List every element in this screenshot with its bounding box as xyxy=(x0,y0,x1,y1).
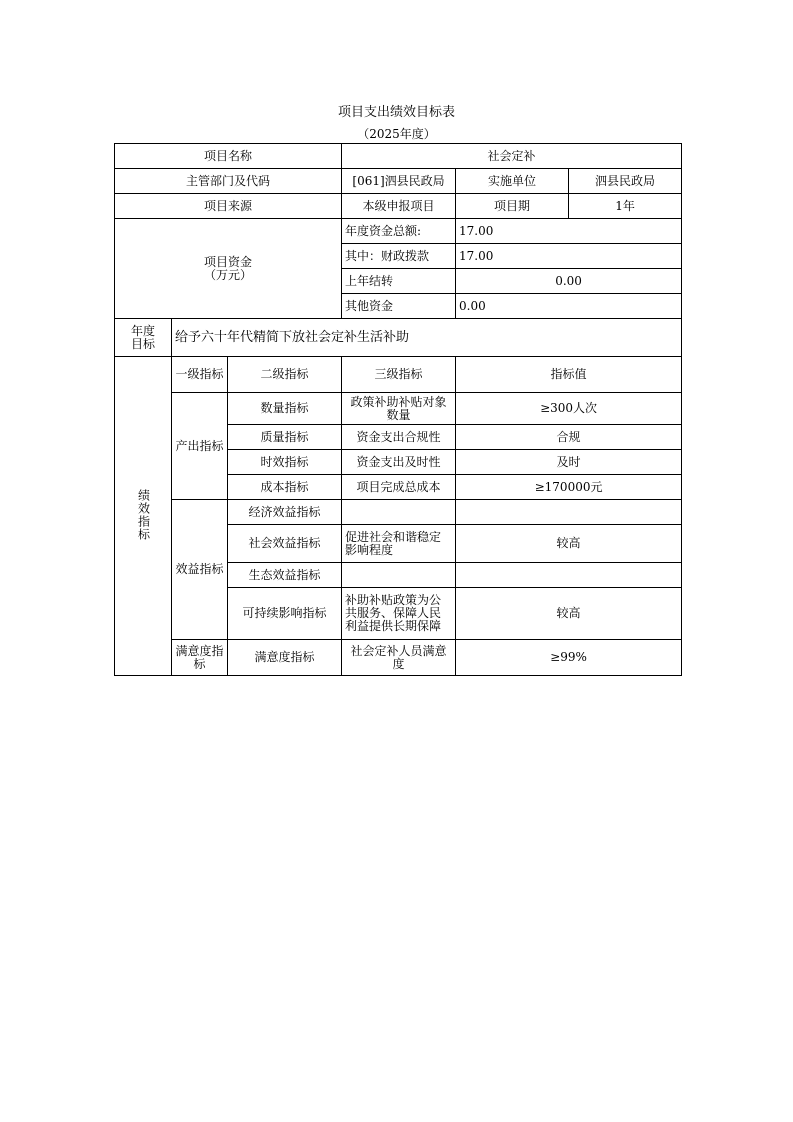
level3-cell xyxy=(342,500,456,525)
row-project-name xyxy=(115,144,682,169)
row-source xyxy=(115,194,682,219)
funds-row-label: 上年结转 xyxy=(342,269,456,294)
value-cell: ≥99% xyxy=(456,640,682,676)
department-value: [061]泗县民政局 xyxy=(342,169,456,194)
level3-cell: 项目完成总成本 xyxy=(342,475,456,500)
header-level3: 三级指标 xyxy=(342,357,456,393)
header-level1: 一级指标 xyxy=(172,357,228,393)
funds-label-line1: 项目资金 xyxy=(204,254,253,269)
funds-label xyxy=(115,219,342,319)
satisfaction-indicator-label: 满意度指标 xyxy=(172,640,228,676)
annual-goal-label xyxy=(115,319,172,357)
row-annual-goal xyxy=(115,319,682,357)
funds-row-value: 17.00 xyxy=(456,219,682,244)
value-cell: ≥170000元 xyxy=(456,475,682,500)
level2-cell: 满意度指标 xyxy=(228,640,342,676)
level2-cell: 经济效益指标 xyxy=(228,500,342,525)
performance-table xyxy=(114,143,682,676)
table-row xyxy=(115,500,682,525)
annual-goal-value: 给予六十年代精简下放社会定补生活补助 xyxy=(172,319,682,357)
source-value: 本级申报项目 xyxy=(342,194,456,219)
period-label: 项目期 xyxy=(456,194,569,219)
funds-row-label: 年度资金总额: xyxy=(342,219,456,244)
page-subtitle: （2025年度） xyxy=(357,127,436,141)
department-label: 主管部门及代码 xyxy=(115,169,342,194)
benefit-indicator-label: 效益指标 xyxy=(172,500,228,640)
output-indicator-label: 产出指标 xyxy=(172,393,228,500)
annual-goal-label-line2: 目标 xyxy=(130,336,155,351)
table-row xyxy=(115,393,682,425)
value-cell xyxy=(456,500,682,525)
perf-side-label-text: 绩效指标 xyxy=(136,488,151,541)
value-cell: 合规 xyxy=(456,425,682,450)
row-funds-total xyxy=(115,219,682,244)
table-row xyxy=(115,640,682,676)
level3-cell: 补助补贴政策为公共服务、保障人民利益提供长期保障 xyxy=(342,588,456,640)
level2-cell: 成本指标 xyxy=(228,475,342,500)
funds-row-label: 其他资金 xyxy=(342,294,456,319)
level3-cell: 资金支出合规性 xyxy=(342,425,456,450)
value-cell: 较高 xyxy=(456,525,682,563)
level3-cell: 促进社会和谐稳定影响程度 xyxy=(342,525,456,563)
impl-unit-label: 实施单位 xyxy=(456,169,569,194)
perf-side-label xyxy=(115,357,172,676)
period-value: 1年 xyxy=(569,194,682,219)
header-value: 指标值 xyxy=(456,357,682,393)
row-department xyxy=(115,169,682,194)
source-label: 项目来源 xyxy=(115,194,342,219)
project-name-value: 社会定补 xyxy=(342,144,682,169)
funds-label-line2: （万元） xyxy=(204,267,253,282)
impl-unit-value: 泗县民政局 xyxy=(569,169,682,194)
funds-row-value: 17.00 xyxy=(456,244,682,269)
annual-goal-label-line1: 年度 xyxy=(130,323,155,338)
level3-cell: 政策补助补贴对象数量 xyxy=(342,393,456,425)
value-cell xyxy=(456,563,682,588)
header-level2: 二级指标 xyxy=(228,357,342,393)
value-cell: 及时 xyxy=(456,450,682,475)
funds-row-value: 0.00 xyxy=(456,294,682,319)
level2-cell: 可持续影响指标 xyxy=(228,588,342,640)
level3-cell: 资金支出及时性 xyxy=(342,450,456,475)
level3-cell: 社会定补人员满意度 xyxy=(342,640,456,676)
project-name-label: 项目名称 xyxy=(115,144,342,169)
value-cell: 较高 xyxy=(456,588,682,640)
level2-cell: 生态效益指标 xyxy=(228,563,342,588)
row-perf-header xyxy=(115,357,682,393)
funds-row-label: 其中：财政拨款 xyxy=(342,244,456,269)
funds-row-value: 0.00 xyxy=(456,269,682,294)
level2-cell: 社会效益指标 xyxy=(228,525,342,563)
level2-cell: 时效指标 xyxy=(228,450,342,475)
page-title: 项目支出绩效目标表 xyxy=(337,105,455,120)
level2-cell: 数量指标 xyxy=(228,393,342,425)
value-cell: ≥300人次 xyxy=(456,393,682,425)
level3-cell xyxy=(342,563,456,588)
level2-cell: 质量指标 xyxy=(228,425,342,450)
